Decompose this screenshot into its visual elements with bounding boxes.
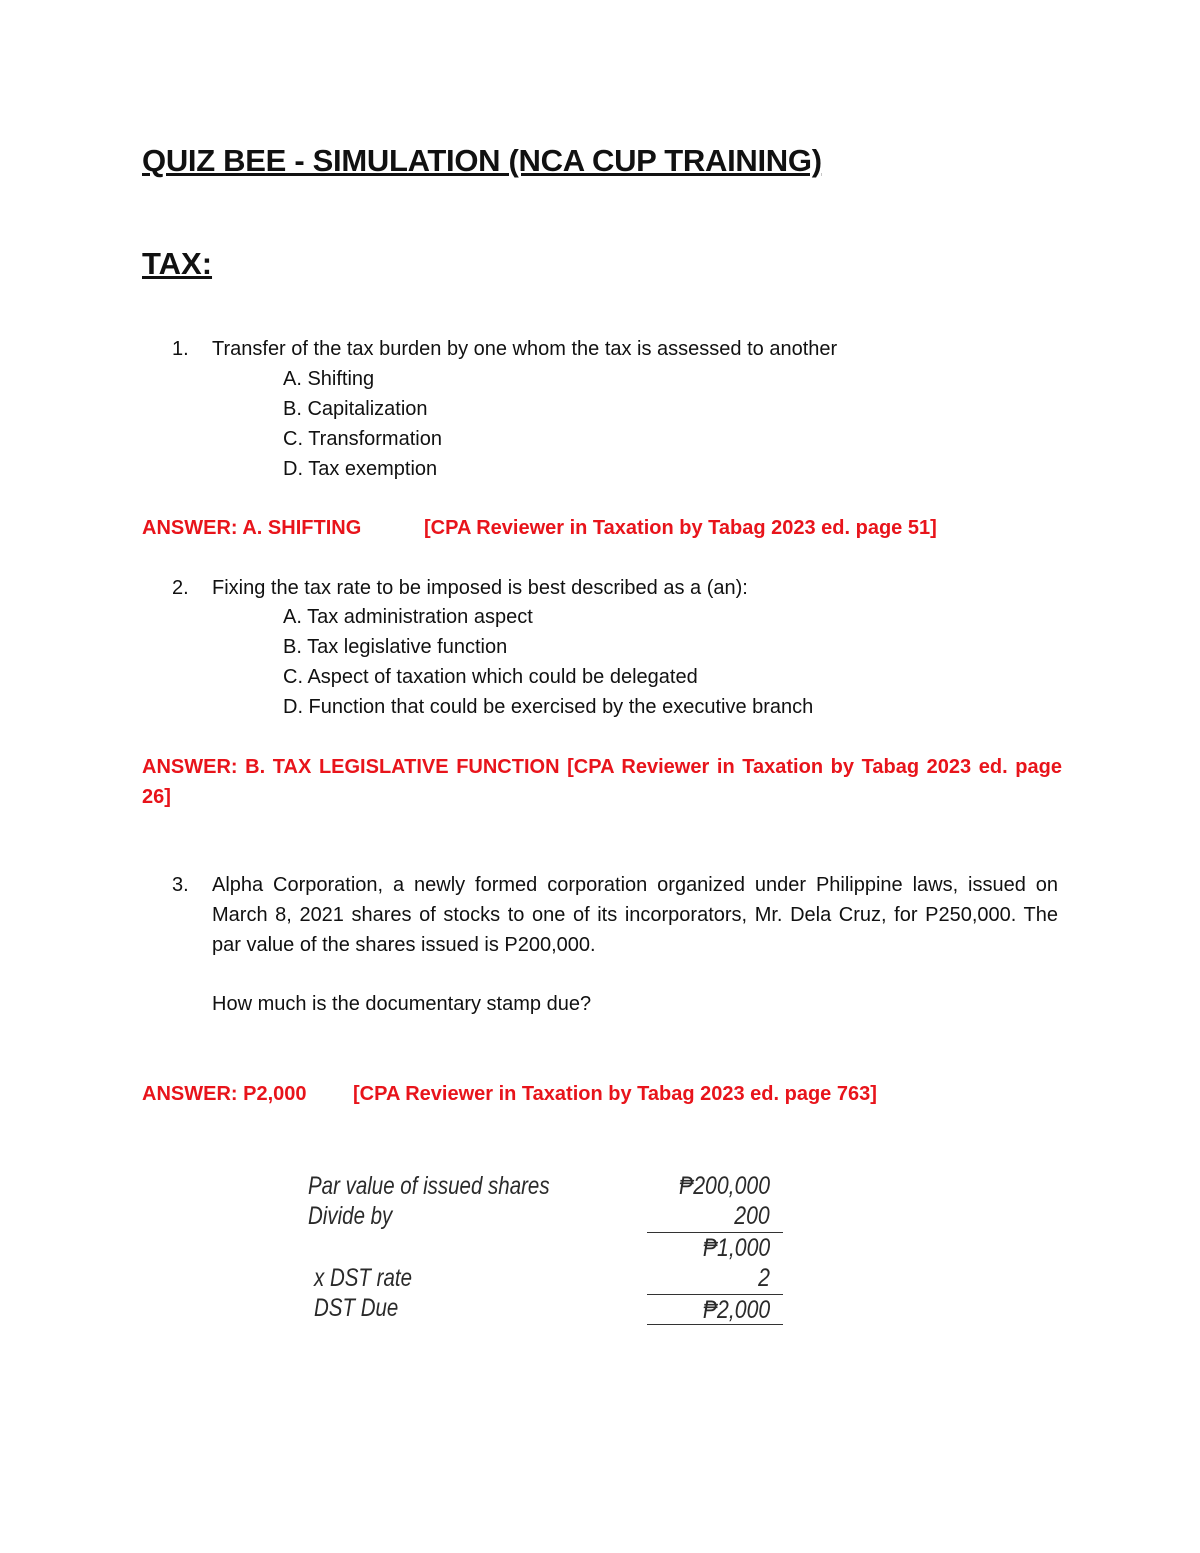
computation-label: Divide by — [308, 1202, 393, 1230]
answer-text: ANSWER: A. SHIFTING — [142, 517, 362, 539]
computation-value: ₱200,000 — [679, 1172, 770, 1200]
computation-label: Par value of issued shares — [308, 1172, 550, 1200]
option-c: C. Aspect of taxation which could be delegated — [283, 666, 698, 688]
question-followup: How much is the documentary stamp due? — [212, 993, 592, 1015]
option-a: A. Tax administration aspect — [283, 606, 533, 628]
question-text: Alpha Corporation, a newly formed corporation organized under Philippine laws, issued on March 8, 2021 shares of stocks to one of its incorporators, Mr. Dela Cruz, for P250,000. The par value of the shares issued is P200,000. — [212, 874, 1058, 956]
computation-value: ₱1,000 — [702, 1234, 770, 1262]
computation-value: ₱2,000 — [702, 1296, 770, 1324]
subtotal-rule — [647, 1232, 783, 1233]
option-b: B. Tax legislative function — [283, 636, 508, 658]
option-d: D. Function that could be exercised by the executive branch — [283, 696, 814, 718]
total-rule — [647, 1324, 783, 1325]
option-c: C. Transformation — [283, 428, 442, 450]
option-a: A. Shifting — [283, 368, 375, 390]
question-text: Fixing the tax rate to be imposed is best described as a (an): — [212, 577, 748, 599]
computation-label: DST Due — [314, 1294, 399, 1322]
question-number: 2. — [172, 577, 189, 599]
document-title: QUIZ BEE - SIMULATION (NCA CUP TRAINING) — [142, 143, 822, 178]
answer-line — [142, 517, 937, 540]
question-number: 3. — [172, 874, 189, 896]
subtotal-rule — [647, 1294, 783, 1295]
option-b: B. Capitalization — [283, 398, 428, 420]
answer-text: ANSWER: P2,000 — [142, 1083, 307, 1105]
answer-text: ANSWER: B. TAX LEGISLATIVE FUNCTION [CPA Reviewer in Taxation by Tabag 2023 ed. page 26] — [142, 756, 1062, 808]
computation-value: 200 — [734, 1202, 770, 1230]
answer-line — [142, 1083, 877, 1106]
computation-value: 2 — [758, 1264, 770, 1292]
answer-reference: [CPA Reviewer in Taxation by Tabag 2023 ed. page 763] — [353, 1083, 877, 1105]
option-d: D. Tax exemption — [283, 458, 438, 480]
question-text: Transfer of the tax burden by one whom the tax is assessed to another — [212, 338, 838, 360]
question-number: 1. — [172, 338, 189, 360]
section-heading: TAX: — [142, 246, 213, 281]
computation-label: x DST rate — [314, 1264, 412, 1292]
dst-computation-table — [300, 1168, 800, 1338]
answer-reference: [CPA Reviewer in Taxation by Tabag 2023 ed. page 51] — [424, 517, 937, 539]
